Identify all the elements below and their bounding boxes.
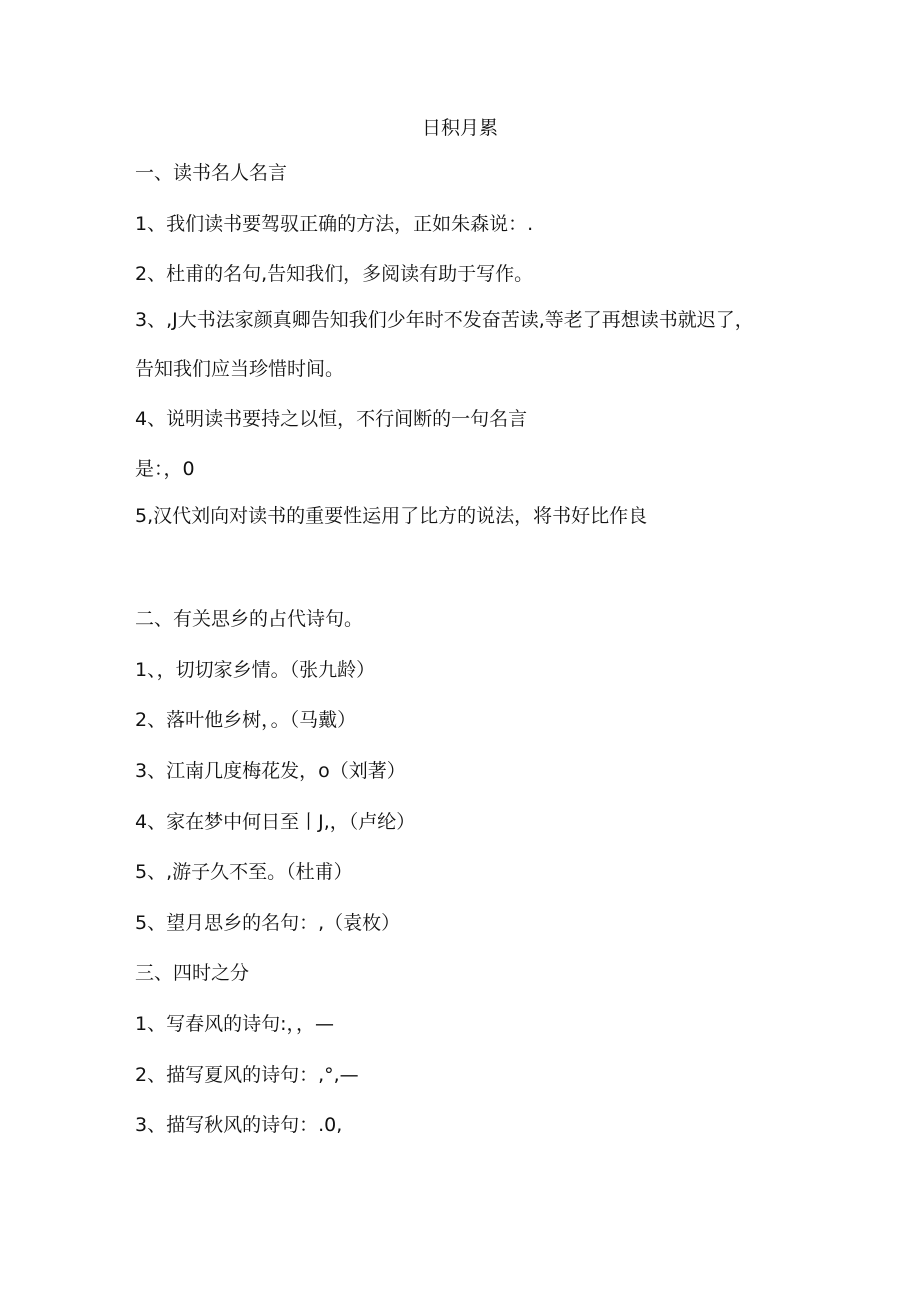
section3-heading: 三、四时之分 (135, 962, 250, 984)
section2-item-6: 5、望月思乡的名句：,（袁枚） (135, 912, 401, 934)
section2-item-4: 4、家在梦中何日至丨J,，（卢纶） (135, 811, 416, 833)
section3-item-2: 2、描写夏风的诗句：,°,— (135, 1064, 359, 1086)
section2-item-2: 2、落叶他乡树，。（马戴） (135, 709, 357, 731)
section1-item-4-line1: 4、说明读书要持之以恒，不行间断的一句名言 (135, 408, 528, 430)
section2-heading: 二、有关思乡的占代诗句。 (135, 608, 364, 630)
section1-item-5: 5,汉代刘向对读书的重要性运用了比方的说法，将书好比作良 (135, 505, 648, 527)
section2-item-1: 1、，切切家乡情。（张九龄） (135, 659, 376, 681)
section1-item-2: 2、杜甫的名句,告知我们，多阅读有助于写作。 (135, 263, 534, 285)
section1-item-1: 1、我们读书要驾驭正确的方法，正如朱森说：. (135, 213, 534, 235)
section3-item-3: 3、描写秋风的诗句：.0, (135, 1114, 343, 1136)
section1-item-3-line1: 3、,J大书法家颜真卿告知我们少年时不发奋苦读,等老了再想读书就迟了， (135, 309, 754, 331)
page-title: 日积月累 (421, 117, 498, 139)
section3-item-1: 1、写春风的诗句:，，— (135, 1013, 334, 1035)
section1-item-4-line2: 是：，0 (135, 458, 195, 480)
section2-item-3: 3、江南几度梅花发，o（刘著） (135, 760, 406, 782)
section2-item-5: 5、,游子久不至。（杜甫） (135, 861, 353, 883)
section1-heading: 一、读书名人名言 (135, 162, 288, 184)
section1-item-3-line2: 告知我们应当珍惜时间。 (135, 358, 345, 380)
